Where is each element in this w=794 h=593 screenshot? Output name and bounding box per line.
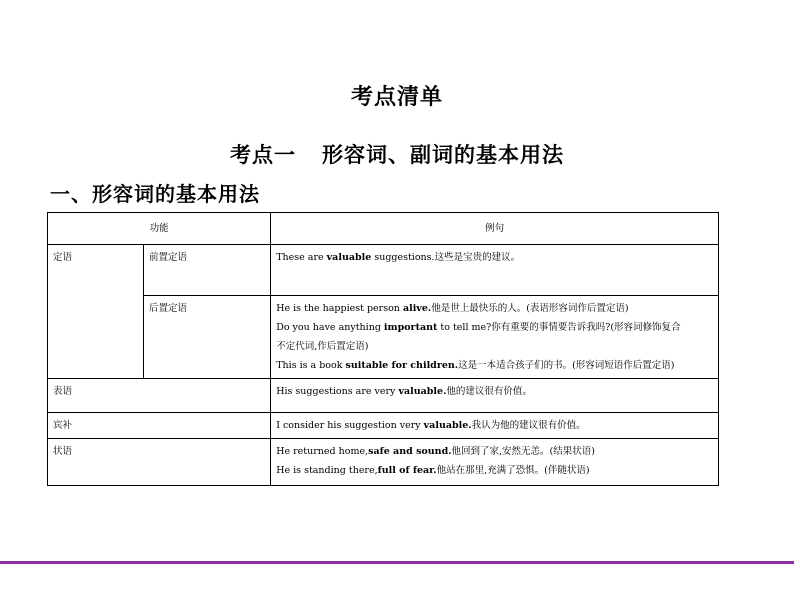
example-cell bbox=[271, 245, 719, 296]
category-attributive: 定语 bbox=[48, 245, 144, 379]
adjective-usage-table bbox=[47, 212, 719, 486]
table-row bbox=[48, 413, 719, 439]
table-row bbox=[48, 245, 719, 296]
example-line: He is the happiest person alive.他是世上最快乐的人。(表语形容词作后置定语) bbox=[276, 303, 629, 314]
category-predicative: 表语 bbox=[48, 379, 271, 413]
section-heading: 一、形容词的基本用法 bbox=[50, 182, 260, 206]
example-line: He is standing there,full of fear.他站在那里,充满了恐惧。(伴随状语) bbox=[276, 465, 590, 476]
example-cell bbox=[271, 413, 719, 439]
header-example: 例句 bbox=[271, 213, 719, 245]
category-adverbial: 状语 bbox=[48, 439, 271, 486]
example-line: I consider his suggestion very valuable.我认为他的建议很有价值。 bbox=[276, 420, 586, 431]
example-line: These are valuable suggestions.这些是宝贵的建议。 bbox=[276, 252, 521, 263]
subcategory-pre: 前置定语 bbox=[144, 245, 271, 296]
page-title: 考点清单 bbox=[350, 85, 443, 110]
table-header-row bbox=[48, 213, 719, 245]
header-function: 功能 bbox=[48, 213, 271, 245]
footer-divider bbox=[0, 561, 794, 564]
topic-number: 考点一 bbox=[230, 143, 296, 167]
table-row bbox=[48, 379, 719, 413]
example-line: Do you have anything important to tell me?你有重要的事情要告诉我吗?(形容词修饰复合 bbox=[276, 322, 681, 333]
table-row bbox=[48, 296, 719, 379]
category-object-complement: 宾补 bbox=[48, 413, 271, 439]
subcategory-post: 后置定语 bbox=[144, 296, 271, 379]
example-cell bbox=[271, 296, 719, 379]
example-line: This is a book suitable for children.这是一本适合孩子们的书。(形容词短语作后置定语) bbox=[276, 360, 675, 371]
example-cell bbox=[271, 439, 719, 486]
example-line: He returned home,safe and sound.他回到了家,安然无恙。(结果状语) bbox=[276, 446, 595, 457]
table-row bbox=[48, 439, 719, 486]
topic-name: 形容词、副词的基本用法 bbox=[322, 143, 564, 167]
topic-heading bbox=[0, 139, 794, 169]
example-line: 不定代词,作后置定语) bbox=[276, 341, 369, 352]
example-line: His suggestions are very valuable.他的建议很有价值。 bbox=[276, 386, 532, 397]
example-cell bbox=[271, 379, 719, 413]
